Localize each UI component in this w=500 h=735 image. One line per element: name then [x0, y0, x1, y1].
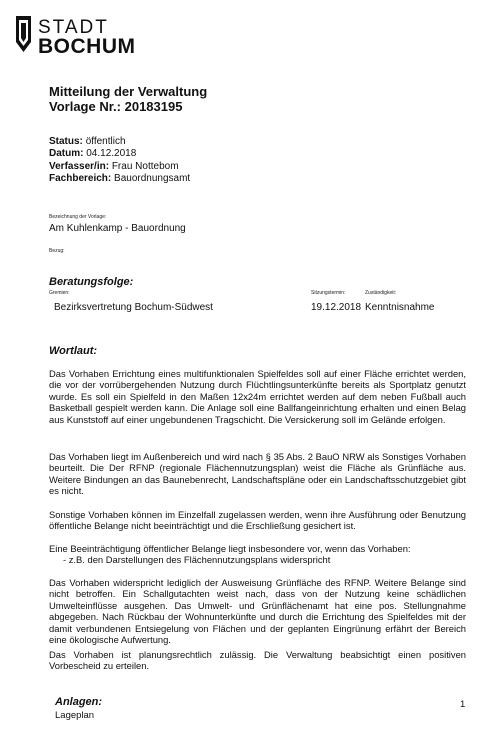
paragraph-4-text: Eine Beeinträchtigung öffentlicher Belange liegt insbesondere vor, wenn das Vorhaben: [49, 543, 411, 554]
row-gremium: Bezirksvertretung Bochum-Südwest [54, 302, 213, 313]
meta-status: Status: öffentlich [49, 136, 126, 147]
paragraph-3: Sonstige Vorhaben können im Einzelfall zugelassen werden, wenn ihre Ausführung oder Benutzung öffentliche Belange nicht beeinträchtigt und die Erschließung gesichert ist. [49, 509, 466, 532]
bezug-label: Bezug: [49, 248, 65, 254]
logo-text-bochum: BOCHUM [38, 35, 136, 58]
paragraph-1: Das Vorhaben Errichtung eines multifunktionalen Spielfeldes soll auf einer Fläche errichtet werden, die vor der vorrübergehenden Nutzung durch Flüchtlingsunterkünfte bereits als Sportplatz genutzt wurde. Es soll ein Spielfeld in den Maßen 12x24m errichtet werden auf dem neben Fußball auch Basketball gespielt werden kann. Die Anlage soll eine Ballfangeinrichtung erhalten und einen Belag aus Kunststoff auf einer ungebundenen Tragschicht. Die Versickerung soll im Gelände erfolgen. [49, 368, 466, 425]
anlage-item: Lageplan [55, 710, 95, 721]
paragraph-4 [49, 543, 466, 566]
logo-text-stadt: STADT [38, 17, 109, 38]
anlagen-heading: Anlagen: [55, 696, 103, 708]
bezeichnung-label: Bezeichnung der Vorlage: [49, 214, 107, 220]
wortlaut-heading: Wortlaut: [49, 345, 98, 357]
paragraph-2: Das Vorhaben liegt im Außenbereich und wird nach § 35 Abs. 2 BauO NRW als Sonstiges Vorhaben beurteilt. Die Der RFNP (regionale Flächennutzungsplan) weist die Fläche als Grünfläche aus. Weitere Bindungen an das Baunebenrecht, Landschaftspläne oder ein Landschaftsschutzgebiet gibt es nicht. [49, 451, 466, 497]
title-line-2: Vorlage Nr.: 20183195 [49, 99, 183, 114]
beratungsfolge-heading: Beratungsfolge: [49, 276, 134, 288]
paragraph-6: Das Vorhaben ist planungsrechtlich zulässig. Die Verwaltung beabsichtigt einen positiven Vorbescheid zu erteilen. [49, 649, 466, 672]
stadt-bochum-logo [16, 14, 176, 60]
row-zustaendigkeit: Kenntnisnahme [365, 302, 435, 313]
document-title [49, 84, 207, 114]
header-gremien: Gremien: [49, 290, 70, 296]
paragraph-4-bullet: - z.B. den Darstellungen des Flächennutzungsplans widerspricht [63, 554, 331, 566]
page-number: 1 [460, 699, 466, 710]
meta-datum: Datum: 04.12.2018 [49, 148, 137, 160]
title-line-1: Mitteilung der Verwaltung [49, 84, 208, 99]
city-crest-icon [16, 16, 31, 52]
header-zustaendigkeit: Zuständigkeit: [365, 290, 397, 296]
meta-fachbereich: Fachbereich: Bauordnungsamt [49, 172, 191, 184]
header-sitzungstermin: Sitzungstermin: [311, 290, 346, 296]
row-sitzungstermin: 19.12.2018 [311, 302, 362, 313]
meta-verfasser: Verfasser/in: Frau Nottebom [49, 160, 179, 172]
paragraph-5: Das Vorhaben widerspricht lediglich der Ausweisung Grünfläche des RFNP. Weitere Belange sind nicht betroffen. Ein Schallgutachten weist nach, dass von der Nutzung keine schädlichen Umwelteinflüsse ausgehen. Das Umwelt- und Grünflächenamt hat eine pos. Stellungnahme abgegeben. Nach Rückbau der Wohnunterkünfte und durch die Errichtung des Spielfeldes mit der damit verbundenen Entsiegelung von Flächen und der geplanten Eingrünung erfährt der Bereich eine ökologische Aufwertung. [49, 577, 466, 646]
document-meta [49, 136, 190, 185]
bezeichnung-value: Am Kuhlenkamp - Bauordnung [49, 223, 186, 234]
